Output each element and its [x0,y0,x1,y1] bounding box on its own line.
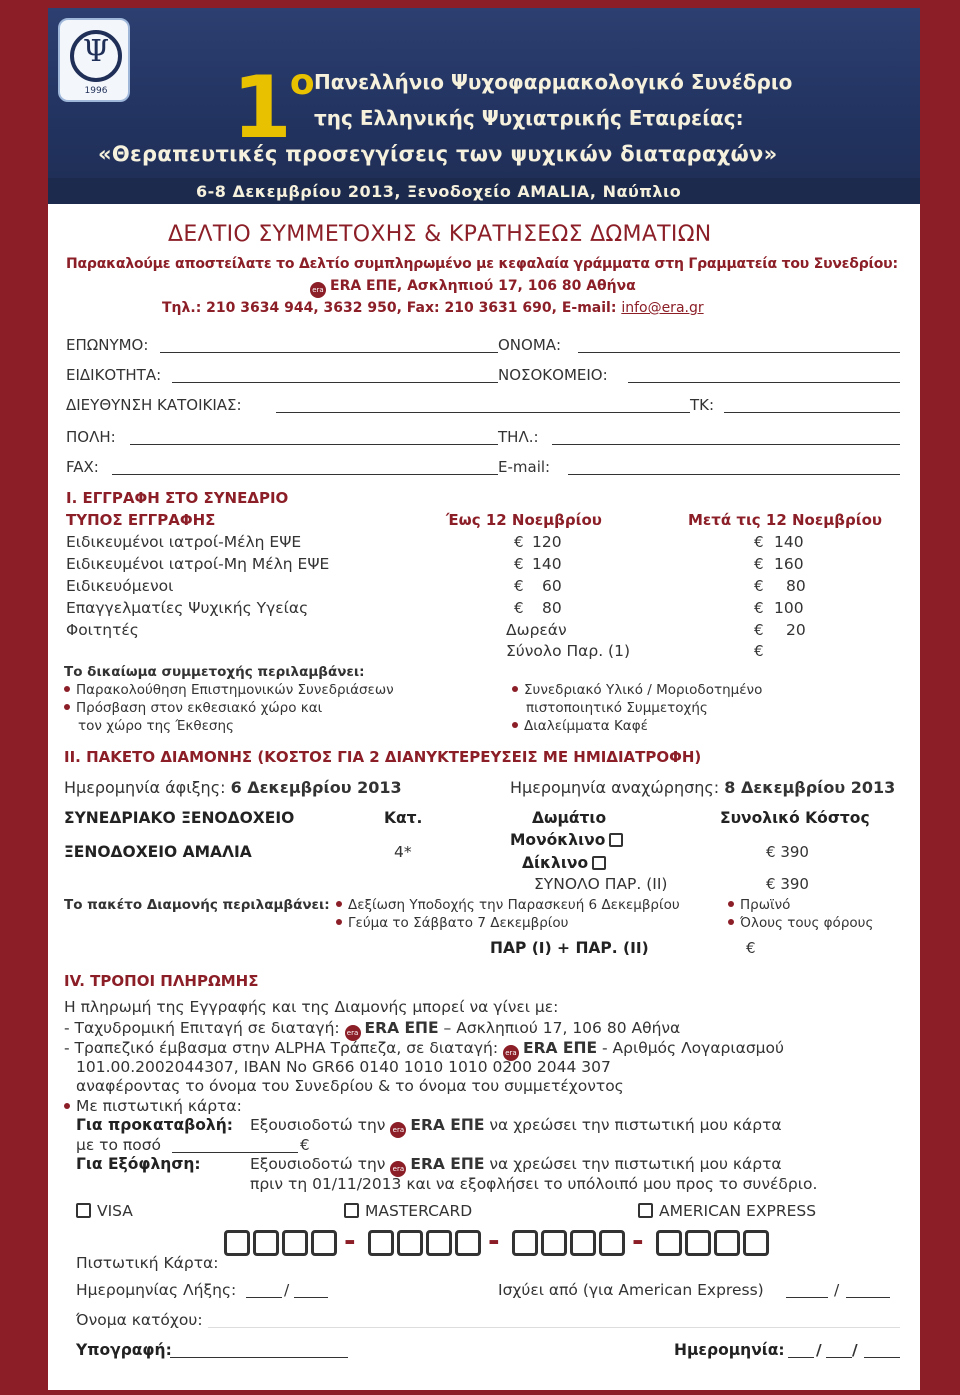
specialty-label: ΕΙΔΙΚΟΤΗΤΑ: [66,366,162,384]
expiry-slash: / [284,1281,290,1299]
accommodation-total-label: ΣΥΝΟΛΟ ΠΑΡ. (II) [534,875,668,893]
era-logo-icon: era [345,1025,361,1041]
registration-total-currency: € [754,642,764,660]
double-room-checkbox[interactable] [592,856,606,870]
payment-section-title: IV. ΤΡΟΠΟΙ ΠΛΗΡΩΜΗΣ [64,972,259,990]
card-digit-box[interactable] [570,1230,596,1256]
bank-note: αναφέροντας το όνομα του Συνεδρίου & το όνομα του συμμετέχοντος [76,1077,624,1095]
expiry-year-field[interactable] [294,1297,328,1298]
includes-item: Παρακολούθηση Επιστημονικών Συνεδριάσεων [64,682,394,698]
card-digit-box[interactable] [714,1230,740,1256]
col-registration-type: ΤΥΠΟΣ ΕΓΓΡΑΦΗΣ [66,511,216,529]
email-field[interactable] [568,474,900,475]
banner-dates: 6-8 Δεκεμβρίου 2013, Ξενοδοχείο AMALIA, Ναύπλιο [196,182,682,201]
package-item: Όλους τους φόρους [728,915,873,931]
hotel-name: ΞΕΝΟΔΟΧΕΙΟ ΑΜΑΛΙΑ [64,843,252,861]
email-link[interactable]: info@era.gr [621,300,704,316]
amex-checkbox[interactable] [638,1203,653,1218]
col-category: Κατ. [384,809,423,827]
includes-item: Πρόσβαση στον εκθεσιακό χώρο και [64,700,322,716]
fee-after-deadline: 100 [774,599,804,617]
holder-field[interactable] [208,1327,900,1328]
arrival-date: Ημερομηνία άφιξης: 6 Δεκεμβρίου 2013 [64,778,402,797]
registration-includes-title: Το δικαίωμα συμμετοχής περιλαμβάνει: [64,664,365,680]
card-digit-box[interactable] [282,1230,308,1256]
grand-total-label: ΠΑΡ (I) + ΠΑΡ. (II) [490,939,649,957]
settle-note: πριν τη 01/11/2013 και να εξοφλήσει το υπόλοιπό μου προς το συνέδριο. [250,1175,818,1193]
amount-field[interactable] [172,1152,298,1153]
banner-line-1: Πανελλήνιο Ψυχοφαρμακολογικό Συνέδριο [314,70,793,94]
settle-authorization: Εξουσιοδοτώ την era ERA ΕΠΕ να χρεώσει την πιστωτική μου κάρτα [250,1155,782,1177]
amex-valid-from-label: Ισχύει από (για American Express) [498,1281,764,1299]
specialty-field[interactable] [172,382,498,383]
col-total-cost: Συνολικό Κόστος [720,809,870,827]
address-field[interactable] [276,412,690,413]
fee-after-deadline: 160 [774,555,804,573]
currency-symbol: € [754,555,764,573]
card-digit-box[interactable] [397,1230,423,1256]
contact-line: Τηλ.: 210 3634 944, 3632 950, Fax: 210 3631 690, E-mail: info@era.gr [162,300,704,316]
surname-label: ΕΠΩΝΥΜΟ: [66,336,149,354]
col-room: Δωμάτιο [532,809,607,827]
package-item: Πρωϊνό [728,897,790,913]
era-logo-icon: era [390,1122,406,1138]
date-year-field[interactable] [864,1357,900,1358]
card-digit-box[interactable] [311,1230,337,1256]
card-digit-box[interactable] [455,1230,481,1256]
currency-symbol: € [514,577,524,595]
card-digit-box[interactable] [656,1230,682,1256]
fee-after-deadline: 140 [774,533,804,551]
fee-before-deadline: Δωρεάν [506,621,567,639]
departure-date: Ημερομηνία αναχώρησης: 8 Δεκεμβρίου 2013 [510,778,896,797]
currency-symbol: € [514,555,524,573]
fee-after-deadline: 80 [786,577,806,595]
address-label: ΔΙΕΥΘΥΝΣΗ ΚΑΤΟΙΚΙΑΣ: [66,396,242,414]
room-single-option[interactable]: Μονόκλινο [510,831,623,849]
card-digit-box[interactable] [541,1230,567,1256]
hotel-category: 4* [394,843,412,861]
card-digit-box[interactable] [253,1230,279,1256]
grand-total-currency: € [746,939,756,957]
edition-number: $1^o$ [232,58,313,158]
card-digit-box[interactable] [426,1230,452,1256]
card-group-separator: - [632,1224,644,1257]
form-title: ΔΕΛΤΙΟ ΣΥΜΜΕΤΟΧΗΣ & ΚΡΑΤΗΣΕΩΣ ΔΩΜΑΤΙΩΝ [168,222,712,247]
currency-symbol: € [514,599,524,617]
registration-type-label: Ειδικευόμενοι [66,577,174,595]
amex-option[interactable]: AMERICAN EXPRESS [638,1202,816,1220]
fee-before-deadline: 80 [542,599,562,617]
mastercard-option[interactable]: MASTERCARD [344,1202,472,1220]
surname-field[interactable] [160,352,498,353]
prepay-authorization: Εξουσιοδοτώ την era ERA ΕΠΕ να χρεώσει την πιστωτική μου κάρτα [250,1116,782,1138]
banner-line-3: «Θεραπευτικές προσεγγίσεις των ψυχικών διαταραχών» [98,142,778,166]
includes-item-continued: πιστοποιητικό Συμμετοχής [526,700,708,716]
card-digit-box[interactable] [599,1230,625,1256]
date-slash: / [852,1341,858,1359]
registration-section-title: I. ΕΓΓΡΑΦΗ ΣΤΟ ΣΥΝΕΔΡΙΟ [66,489,289,507]
card-digit-box[interactable] [512,1230,538,1256]
payment-intro: Η πληρωμή της Εγγραφής και της Διαμονής μπορεί να γίνει με: [64,998,559,1016]
includes-item: Συνεδριακό Υλικό / Μοριοδοτημένο [512,682,762,698]
registration-form-page [48,8,920,1390]
fax-label: FAX: [66,458,99,476]
card-digit-box[interactable] [685,1230,711,1256]
fax-field[interactable] [112,474,498,475]
city-label: ΠΟΛΗ: [66,428,116,446]
prepay-label: Για προκαταβολή: [76,1116,233,1134]
settle-label: Για Εξόφληση: [76,1155,201,1173]
logo-year: 1996 [84,86,108,96]
holder-label: Όνομα κατόχου: [76,1311,203,1329]
valid-from-year-field[interactable] [846,1297,890,1298]
name-label: ΟΝΟΜΑ: [498,336,562,354]
single-room-checkbox[interactable] [609,833,623,847]
registration-type-label: Επαγγελματίες Ψυχικής Υγείας [66,599,309,617]
secretariat-address: era ERA ΕΠΕ, Ασκληπιού 17, 106 80 Αθήνα [310,278,636,298]
date-day-field[interactable] [788,1357,814,1358]
card-digit-box[interactable] [743,1230,769,1256]
fee-before-deadline: 120 [532,533,562,551]
card-digit-box[interactable] [368,1230,394,1256]
signature-field[interactable] [170,1357,348,1358]
date-slash: / [816,1341,822,1359]
era-logo-icon: era [503,1045,519,1061]
amount-currency: € [300,1136,310,1154]
valid-from-slash: / [834,1281,840,1299]
hospital-label: ΝΟΣΟΚΟΜΕΙΟ: [498,366,608,384]
postal-order: - Ταχυδρομική Επιταγή σε διαταγή: era ERA ΕΠΕ – Ασκληπιού 17, 106 80 Αθήνα [64,1019,680,1041]
col-hotel: ΣΥΝΕΔΡΙΑΚΟ ΞΕΝΟΔΟΧΕΙΟ [64,809,295,827]
registration-type-label: Ειδικευμένοι ιατροί-Μη Μέλη ΕΨΕ [66,555,330,573]
valid-from-month-field[interactable] [786,1297,828,1298]
tk-label: ΤΚ: [690,396,715,414]
col-after-date: Μετά τις 12 Νοεμβρίου [688,511,883,529]
era-logo-icon: era [310,282,326,298]
date-label: Ημερομηνία: [674,1341,785,1359]
visa-checkbox[interactable] [76,1203,91,1218]
includes-item-continued: τον χώρο της Έκθεσης [78,718,234,734]
currency-symbol: € [754,599,764,617]
date-month-field[interactable] [826,1357,852,1358]
expiry-label: Ημερομηνίας Λήξης: [76,1281,237,1299]
card-digit-box[interactable] [224,1230,250,1256]
signature-label: Υπογραφή: [76,1341,172,1359]
email-label: E-mail: [498,458,551,476]
registration-type-label: Ειδικευμένοι ιατροί-Μέλη ΕΨΕ [66,533,302,551]
fee-before-deadline: 60 [542,577,562,595]
package-item: Γεύμα το Σάββατο 7 Δεκεμβρίου [336,915,568,931]
phone-field[interactable] [552,444,900,445]
conference-banner [48,8,920,204]
expiry-month-field[interactable] [246,1297,282,1298]
col-before-date: Έως 12 Νοεμβρίου [446,511,602,529]
includes-item: Διαλείμματα Καφέ [512,718,648,734]
fee-before-deadline: 140 [532,555,562,573]
name-field[interactable] [578,352,900,353]
registration-type-label: Φοιτητές [66,621,139,639]
room-double-option[interactable]: Δίκλινο [522,854,606,872]
mastercard-checkbox[interactable] [344,1203,359,1218]
tk-field[interactable] [724,412,900,413]
currency-symbol: € [754,533,764,551]
visa-option[interactable]: VISA [76,1202,133,1220]
society-logo: Ψ 1996 [58,18,130,102]
currency-symbol: € [754,621,764,639]
currency-symbol: € [754,577,764,595]
bank-transfer: - Τραπεζικό έμβασμα στην ALPHA Τράπεζα, σε διαταγή: era ERA ΕΠΕ - Αριθμός Λογαριασμού [64,1039,784,1061]
city-field[interactable] [130,444,498,445]
card-number-label: Πιστωτική Κάρτα: [76,1254,219,1272]
phone-label: ΤΗΛ.: [498,428,539,446]
room-price: € 390 [766,843,809,861]
hospital-field[interactable] [628,382,900,383]
bank-account: 101.00.2002044307, IBAN No GR66 0140 1010 1010 0200 2044 307 [76,1058,611,1076]
accommodation-section-title: II. ΠΑΚΕΤΟ ΔΙΑΜΟΝΗΣ (ΚΟΣΤΟΣ ΓΙΑ 2 ΔΙΑΝΥΚΤΕΡΕΥΣΕΙΣ ΜΕ ΗΜΙΔΙΑΤΡΟΦΗ) [64,748,702,766]
amount-label: με το ποσό [76,1136,162,1154]
card-intro: Με πιστωτική κάρτα: [64,1097,242,1115]
intro-text: Παρακαλούμε αποστείλατε το Δελτίο συμπληρωμένο με κεφαλαία γράμματα στη Γραμματεία του Συνεδρίου: [66,256,898,272]
banner-line-2: της Ελληνικής Ψυχιατρικής Εταιρείας: [314,106,744,130]
registration-total-label: Σύνολο Παρ. (1) [506,642,631,660]
accommodation-total: € 390 [766,875,809,893]
card-group-separator: - [488,1224,500,1257]
currency-symbol: € [514,533,524,551]
fee-after-deadline: 20 [786,621,806,639]
era-logo-icon: era [390,1161,406,1177]
package-includes-title: Το πακέτο Διαμονής περιλαμβάνει: [64,897,330,913]
package-item: Δεξίωση Υποδοχής την Παρασκευή 6 Δεκεμβρίου [336,897,680,913]
card-group-separator: - [344,1224,356,1257]
